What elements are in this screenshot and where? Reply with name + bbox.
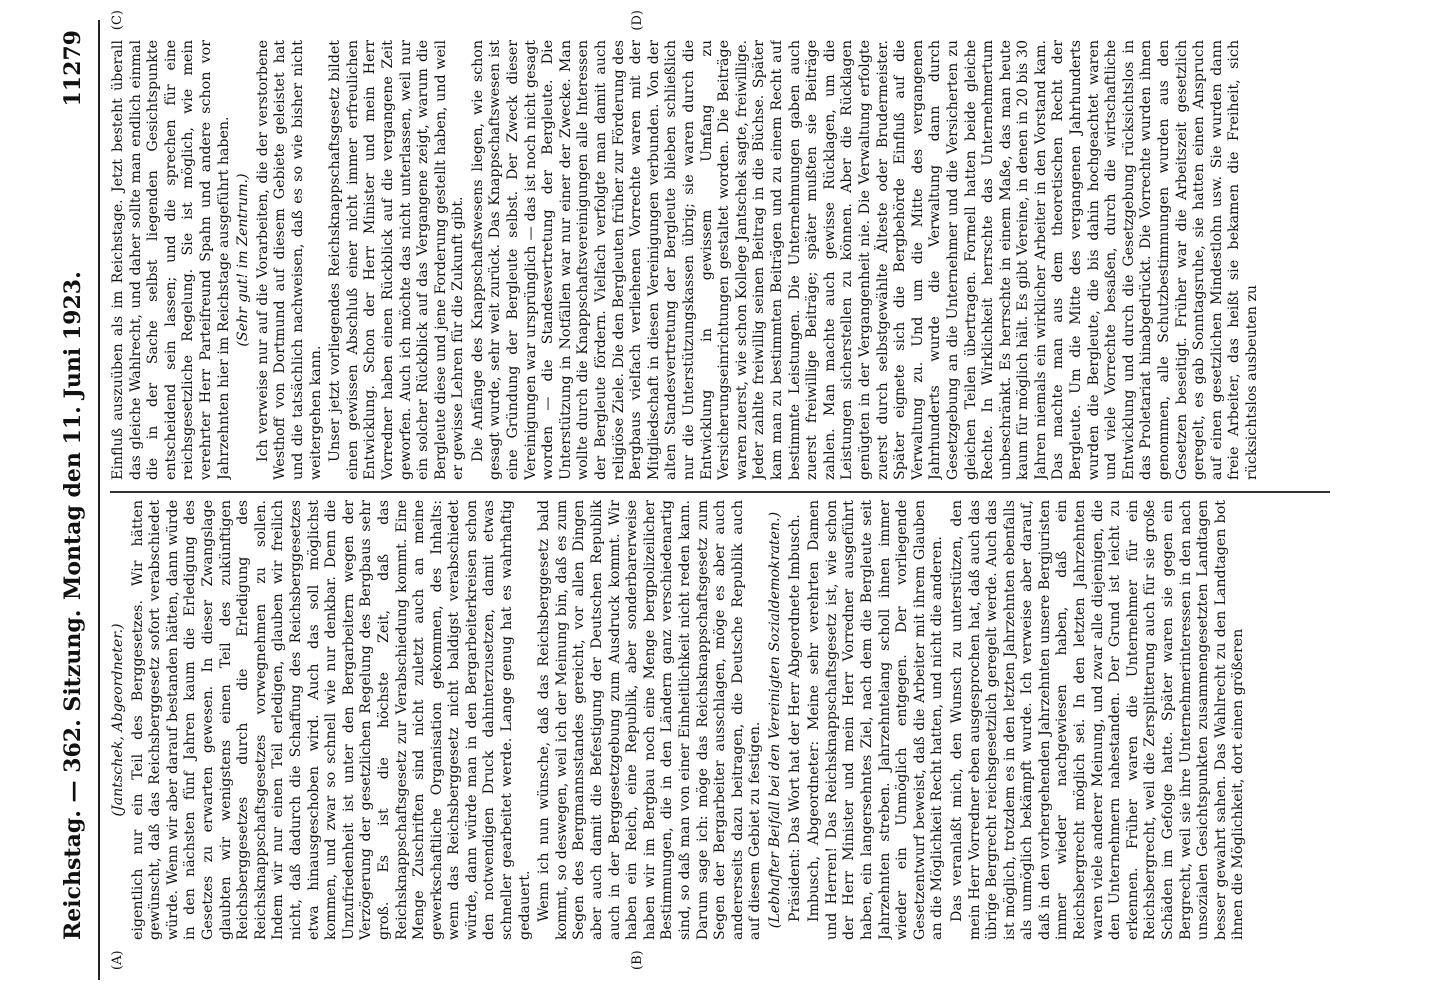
right-column — [110, 40, 1330, 480]
president-remark: Präsident: Das Wort hat der Herr Abgeordnete Imbusch. — [786, 514, 803, 922]
paragraph: Die Anfänge des Knappschaftswesens liegen, wie schon gesagt wurde, sehr weit zurück. Das Knappschaftswesen ist eine Gründung der Bergleute selbst. Der Zweck dieser Vereinigungen war ursprünglich — das ist noch nicht gesagt worden — die Standesvertretung der Bergleute. Die Unterstützung in Notfällen war nur einer der Zwecke. Man wollte durch die Knappschaftsvereinigungen alle Interessen der Bergleute fördern. Vielfach verfolgte man damit auch religiöse Ziele. Die den Bergleuten früher zur Förderung des Bergbaus vielfach verliehenen Vorrechte waren mit der Mitgliedschaft in diesen Vereinigungen verbunden. Von der alten Standesvertretung der Bergleute blieben schließlich nur die Unterstützungskassen übrig; sie waren durch die Entwicklung in gewissem Umfang zu Versicherungseinrichtungen gestaltet worden. Die Beiträge waren zuerst, wie schon Kollege Jantschek sagte, freiwillige. Jeder zahlte freiwillig seinen Beitrag in die Büchse. Später kam man zu bestimmten Beiträgen und zu einem Recht auf bestimmte Leistungen. Die Unternehmungen gaben auch zuerst freiwillige Beiträge; später mußten sie Beiträge zahlen. Man machte auch gewisse Rücklagen, um die Leistungen sicherstellen zu können. Aber die Rücklagen genügten in der Vergangenheit nie. Die Verwaltung erfolgte zuerst durch selbstgewählte Älteste oder Brudermeister. Später eignete sich die Bergbehörde Einfluß auf die Verwaltung zu. Und um die Mitte des vergangenen Jahrhunderts wurde die Verwaltung dann durch Gesetzgebung an die Unternehmer und die Versicherten zu gleichen Teilen übertragen. Formell hatten beide gleiche Rechte. In Wirklichkeit herrschte das Unternehmertum unbeschränkt. Es herrschte in einem Maße, das man heute kaum für möglich hält. Es gibt Vereine, in denen in 20 bis 30 Jahren niemals ein wirklicher Arbeiter in den Vorstand kam. Das machte man aus dem theoretischen Recht der Bergleute. Um die Mitte des vergangenen Jahrhunderts wurden die Bergleute, die bis dahin hochgeachtet waren und viele Vorrechte besaßen, durch die wirtschaftliche Entwicklung und durch die Gesetzgebung rücksichtslos in das Proletariat hinabgedrückt. Die Vorrechte wurden ihnen genommen, alle Schutzbestimmungen wurden aus den Gesetzen beseitigt. Früher war die Arbeitszeit gesetzlich geregelt, es gab Sonntagsruhe, sie hatten einen Anspruch auf einen gesetzlichen Mindestlohn usw. Sie wurden dann freie Arbeiter, das heißt sie bekamen die Freiheit, sich rücksichtslos ausbeuten zu — [469, 40, 1260, 480]
margin-mark-c: (C) — [110, 10, 125, 31]
header-date: Montag den 11. Juni 1923. — [60, 271, 86, 600]
header-page-number: 11279 — [60, 30, 86, 107]
funding-notice — [1418, 20, 1432, 980]
rotated-page-content — [20, 10, 1350, 1000]
paragraph: Unser jetzt vorliegendes Reichsknappschaftsgesetz bildet einen gewissen Abschluß einer nicht immer erfreulichen Entwicklung. Schon der Herr Minister und mein Herr Vorredner haben einen Rückblick auf die vergangene Zeit geworfen. Auch ich möchte das nicht unterlassen, weil nur ein solcher Rückblick auf das Vergangene zeigt, warum die Bergleute diese und jene Forderung gestellt haben, und weil er gewisse Lehren für die Zukunft gibt. — [327, 40, 467, 480]
paragraph: Einfluß auszuüben als im Reichstage. Jetzt besteht überall das gleiche Wahlrecht, und daher sollte man endlich einmal die in der Sache selbst liegenden Gesichtspunkte entscheidend sein lassen; und die sprechen für eine reichsgesetzliche Regelung. Sie ist möglich, wie mein verehrter Herr Parteifreund Spahn und andere schon vor Jahrzehnten hier im Reichstage ausgeführt haben. — [110, 40, 232, 480]
margin-mark-a: (A) — [110, 950, 125, 970]
paragraph: eigentlich nur ein Teil des Berggesetzes. Wir hätten gewünscht, daß das Reichsberggesetz sofort verabschiedet würde. Wenn wir aber darauf bestanden hätten, dann würde in den nächsten fünf Jahren kaum die Erledigung des Gesetzes zu erwarten gewesen. In dieser Zwangslage glaubten wir wenigstens einen Teil des zukünftigen Reichsberggesetzes durch die Erledigung des Reichsknappschaftsgesetzes vorwegnehmen zu sollen. Indem wir nur einen Teil erledigen, glauben wir freilich nicht, daß dadurch die Schaffung des Reichsberggesetzes etwa hinausgeschoben wird. Auch das soll möglichst kommen, und zwar so schnell wie nur denkbar. Denn die Unzufriedenheit ist unter den Bergarbeitern wegen der Verzögerung der gesetzlichen Regelung des Bergbaus sehr groß. Es ist die höchste Zeit, daß das Reichsknappschaftsgesetz zur Verabschiedung kommt. Eine Menge Zuschriften sind nicht zuletzt auch an meine gewerkschaftliche Organisation gekommen, des Inhalts: wenn das Reichsberggesetz nicht baldigst verabschiedet würde, dann würde man in den Bergarbeiterkreisen schon den notwendigen Druck dahinterzusetzen, damit etwas schneller gearbeitet werde. Lange genug hat es wahrhaftig gedauert. — [129, 500, 533, 940]
speaker-tag: (Jantschek, Abgeordneter.) — [110, 623, 126, 817]
header-rule — [98, 20, 100, 980]
column-divider — [110, 492, 1330, 494]
applause-note: (Lebhafter Beifall bei den Vereinigten Sozialdemokraten.) — [766, 511, 783, 929]
speech-opening: Imbusch, Abgeordneter: Meine sehr verehrten Damen und Herren! Das Reichsknappschaftsgesetz ist, wie schon der Herr Minister und mein Herr Vorredner ausgeführt haben, ein langersehntes Ziel, nach dem die Bergleute seit Jahrzehnten streben. Jahrzehntelang scholl ihnen immer wieder ein Unmöglich entgegen. Der vorliegende Gesetzentwurf beweist, daß die Arbeiter mit ihrem Glauben an die Möglichkeit Recht hatten, und nicht die anderen. — [806, 500, 946, 940]
margin-mark-b: (B) — [630, 950, 645, 970]
header-session: Reichstag. — 362. Sitzung. — [60, 609, 86, 940]
paragraph: Wenn ich nun wünsche, daß das Reichsberggesetz bald kommt, so deswegen, weil ich der Meinung bin, daß es zum Segen des Bergmannsstandes gereicht, vor allen Dingen aber auch damit die Befestigung der Deutschen Republik auch in der Berggesetzgebung zum Ausdruck kommt. Wir haben ein Reich, eine Republik, aber sonderbarerweise haben wir im Bergbau noch eine Menge bergpolizeilicher Bestimmungen, die in den Ländern ganz verschiedenartig sind, so daß man von einer Einheitlichkeit nicht reden kann. Darum sage ich: möge das Reichsknappschaftsgesetz zum Segen der Bergarbeiter ausschlagen, möge es aber auch andererseits dazu beitragen, die Deutsche Republik auch auf diesem Gebiet zu festigen. — [536, 500, 764, 940]
paragraph: Ich verweise nur auf die Vorarbeiten, die der verstorbene Westhoff von Dortmund auf diesem Gebiete geleistet hat und die tatsächlich nachweisen, daß es so wie bisher nicht weitergehen kann. — [254, 40, 324, 480]
page-header — [60, 10, 92, 1000]
interjection: (Sehr gut! im Zentrum.) — [235, 173, 252, 347]
left-column — [110, 500, 1330, 940]
margin-mark-d: (D) — [630, 10, 645, 31]
paragraph: Das veranlaßt mich, den Wunsch zu unterstützen, den mein Herr Vorredner eben ausgesprochen hat, daß auch das übrige Bergrecht reichsgesetzlich geregelt werde. Auch das ist möglich, trotzdem es in den letzten Jahrzehnten ebenfalls als unmöglich bekämpft wurde. Ich verweise aber darauf, daß in den vorhergehenden Jahrzehnten unsere Bergjuristen immer wieder nachgewiesen haben, daß ein Reichsbergrecht möglich sei. In den letzten Jahrzehnten waren viele anderer Meinung, und zwar alle diejenigen, die den Unternehmern nahestanden. Der Grund ist leicht zu erkennen. Früher waren die Unternehmer für ein Reichsbergrecht, weil die Zersplitterung auch für sie große Schäden im Gefolge hatte. Später waren sie gegen ein Bergrecht, weil sie ihre Unternehmerinteressen in den nach unsozialen Gesichtspunkten zusammengesetzten Landtagen besser gewahrt sahen. Das Wahlrecht zu den Landtagen bot ihnen die Möglichkeit, dort einen größeren — [948, 500, 1247, 940]
